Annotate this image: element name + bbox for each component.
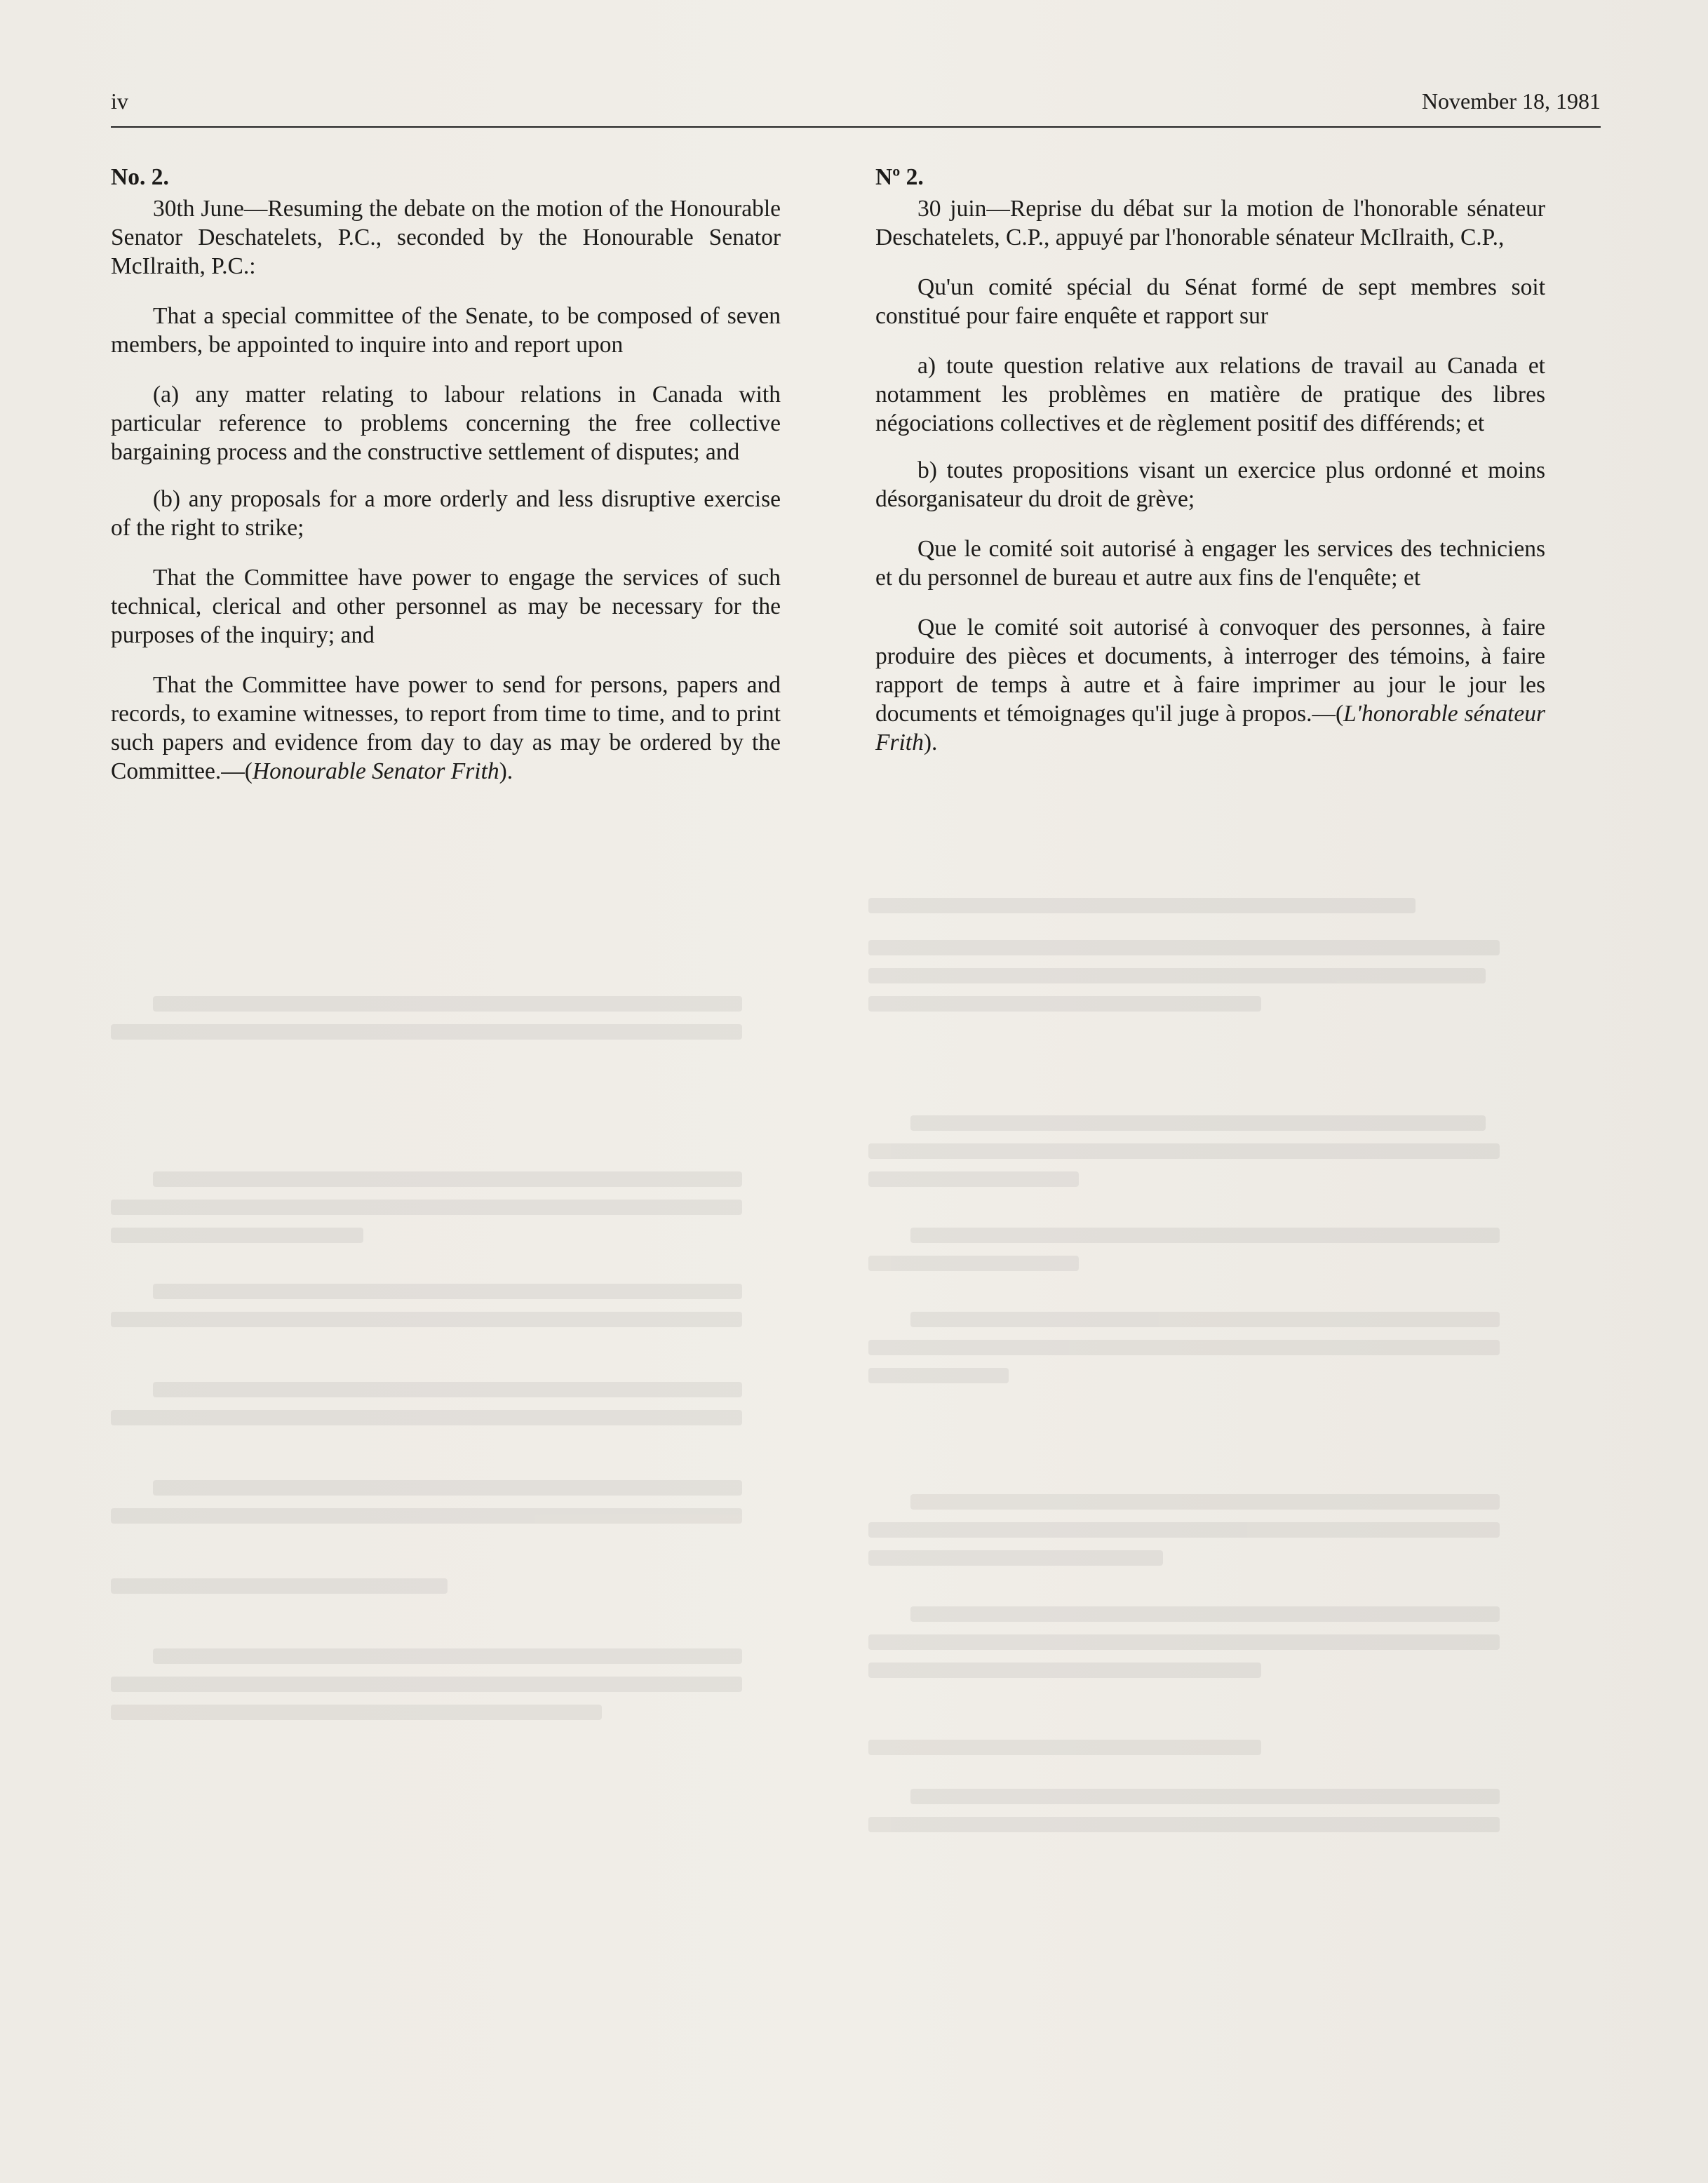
motion-paragraph-5-fr bbox=[875, 613, 1545, 757]
item-number-fr: Nº 2. bbox=[875, 164, 924, 190]
header-rule bbox=[111, 126, 1601, 128]
motion-paragraph-3-fr: b) toutes propositions visant un exercice plus ordonné et moins désorganisateur du droit de grève; bbox=[875, 457, 1545, 512]
motion-paragraph-2-en: (a) any matter relating to labour relations in Canada with particular reference to problems concerning the free collective bargaining process and the constructive settlement of disputes; and bbox=[111, 382, 781, 465]
motion-paragraph-5-fr-text: Que le comité soit autorisé à convoquer des personnes, à faire produire des pièces et documents, à interroger des témoins, à faire rapport de temps à autre et à faire imprimer au jour le jour les documents et témoignages qu'il juge à propos.—( bbox=[875, 614, 1545, 727]
header-date: November 18, 1981 bbox=[1421, 88, 1601, 114]
show-through-texture bbox=[111, 877, 1601, 1845]
french-column bbox=[875, 163, 1545, 778]
page-number: iv bbox=[111, 88, 128, 114]
motion-paragraph-3-en: (b) any proposals for a more orderly and less disruptive exercise of the right to strike; bbox=[111, 486, 781, 541]
motion-paragraph-2-fr: a) toute question relative aux relations de travail au Canada et notamment les problèmes en matière de pratique des libres négociations collectives et de règlement positif des différends; et bbox=[875, 353, 1545, 436]
motion-paragraph-5-en-end: ). bbox=[499, 758, 513, 784]
item-number-en: No. 2. bbox=[111, 164, 169, 190]
english-column bbox=[111, 163, 781, 807]
page-header bbox=[111, 84, 1601, 126]
motion-intro-fr: 30 juin—Reprise du débat sur la motion de l'honorable sénateur Deschatelets, C.P., appuyé par l'honorable sénateur McIlraith, C.P., bbox=[875, 196, 1545, 250]
motion-paragraph-4-fr: Que le comité soit autorisé à engager les services des techniciens et du personnel de bureau et autre aux fins de l'enquête; et bbox=[875, 536, 1545, 591]
motion-paragraph-1-fr: Qu'un comité spécial du Sénat formé de sept membres soit constitué pour faire enquête et rapport sur bbox=[875, 274, 1545, 329]
motion-paragraph-5-en-text: That the Committee have power to send for persons, papers and records, to examine witnesses, to report from time to time, and to print such papers and evidence from day to day as may be ordered by the Committee.—( bbox=[111, 672, 781, 784]
senator-signature-en: Honourable Senator Frith bbox=[252, 758, 499, 784]
motion-paragraph-4-en: That the Committee have power to engage the services of such technical, clerical and other personnel as may be necessary for the purposes of the inquiry; and bbox=[111, 565, 781, 648]
senator-signature-fr: L'honorable sénateur Frith bbox=[875, 701, 1545, 755]
motion-paragraph-5-fr-end: ). bbox=[923, 730, 938, 755]
motion-intro-en: 30th June—Resuming the debate on the motion of the Honourable Senator Deschatelets, P.C., seconded by the Honourable Senator McIlraith, P.C.: bbox=[111, 196, 781, 279]
motion-paragraph-1-en: That a special committee of the Senate, to be composed of seven members, be appointed to inquire into and report upon bbox=[111, 303, 781, 358]
motion-paragraph-5-en bbox=[111, 671, 781, 786]
